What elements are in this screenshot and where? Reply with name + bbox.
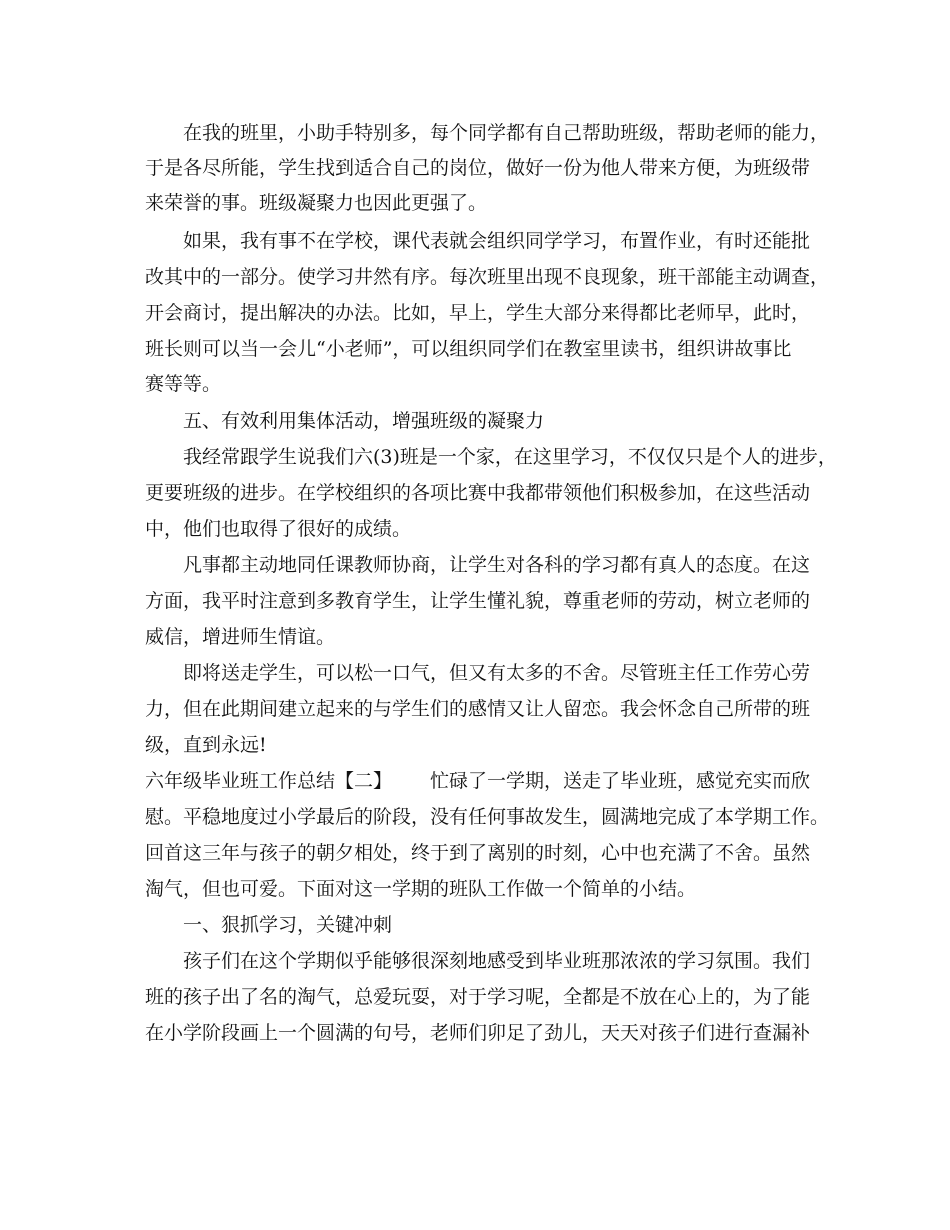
section-heading: 五、有效利用集体活动，增强班级的凝聚力 [183,410,545,432]
paragraph-line: 威信，增进师生情谊。 [145,626,336,648]
paragraph-line: 更要班级的进步。在学校组织的各项比赛中我都带领他们积极参加，在这些活动 [145,482,811,504]
paragraph-line: 忙碌了一学期，送走了毕业班，感觉充实而欣 [430,770,811,792]
paragraph-line: 慰。平稳地度过小学最后的阶段，没有任何事故发生，圆满地完成了本学期工作。 [145,806,830,828]
paragraph-line: 在我的班里，小助手特别多，每个同学都有自己帮助班级，帮助老师的能力， [183,122,830,144]
paragraph-line: 即将送走学生，可以松一口气，但又有太多的不舍。尽管班主任工作劳心劳 [183,662,811,684]
paragraph-line: 班长则可以当一会儿“小老师”，可以组织同学们在教室里读书，组织讲故事比 [145,338,792,360]
paragraph-line: 如果，我有事不在学校，课代表就会组织同学学习，布置作业，有时还能批 [183,230,811,252]
paragraph-line: 回首这三年与孩子的朝夕相处，终于到了离别的时刻，心中也充满了不舍。虽然 [145,842,811,864]
paragraph-line: 开会商讨，提出解决的办法。比如，早上，学生大部分来得都比老师早，此时， [145,302,811,324]
section-title: 六年级毕业班工作总结【二】 [145,770,393,792]
paragraph-line: 赛等等。 [145,373,222,395]
paragraph-line: 方面，我平时注意到多教育学生，让学生懂礼貌，尊重老师的劳动，树立老师的 [145,590,811,612]
paragraph-line: 级，直到永远! [145,734,267,756]
paragraph-line: 淘气，但也可爱。下面对这一学期的班队工作做一个简单的小结。 [145,878,697,900]
section-heading: 一、狠抓学习，关键冲刺 [183,914,393,936]
paragraph-line: 于是各尽所能，学生找到适合自己的岗位，做好一份为他人带来方便，为班级带 [145,157,811,179]
paragraph-line: 力，但在此期间建立起来的与学生们的感情又让人留恋。我会怀念自己所带的班 [145,698,811,720]
paragraph-line: 我经常跟学生说我们六(3)班是一个家，在这里学习，不仅仅只是个人的进步， [183,446,837,468]
paragraph-line: 来荣誉的事。班级凝聚力也因此更强了。 [145,192,488,214]
paragraph-line: 班的孩子出了名的淘气，总爱玩耍，对于学习呢，全都是不放在心上的，为了能 [145,986,811,1008]
paragraph-line: 改其中的一部分。使学习井然有序。每次班里出现不良现象，班干部能主动调查， [145,266,830,288]
paragraph-line: 中，他们也取得了很好的成绩。 [145,518,412,540]
section-title-line [145,769,810,793]
paragraph-line: 孩子们在这个学期似乎能够很深刻地感受到毕业班那浓浓的学习氛围。我们 [183,950,811,972]
paragraph-line: 在小学阶段画上一个圆满的句号，老师们卯足了劲儿，天天对孩子们进行查漏补 [145,1022,811,1044]
paragraph-line: 凡事都主动地同任课教师协商，让学生对各科的学习都有真人的态度。在这 [183,554,811,576]
